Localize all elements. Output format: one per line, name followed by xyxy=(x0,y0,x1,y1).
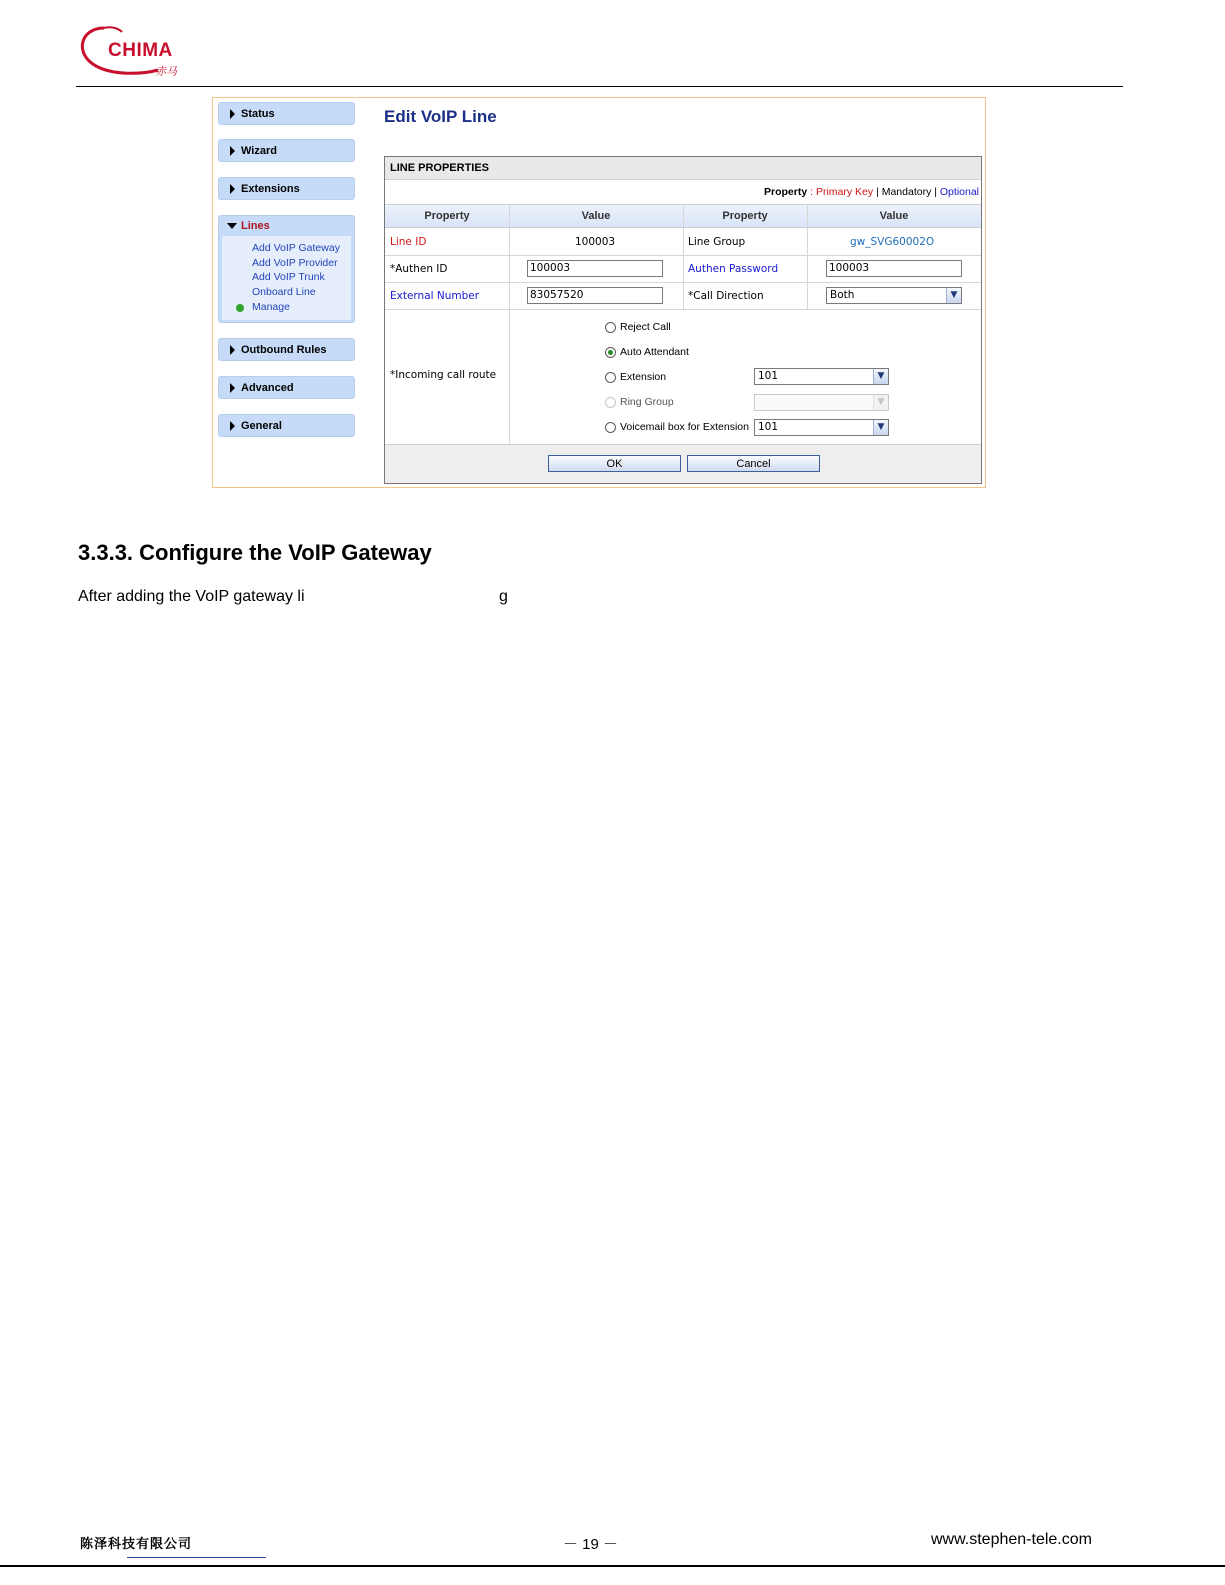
chevron-down-icon[interactable]: ▼ xyxy=(946,288,961,303)
external-number-label: External Number xyxy=(390,290,480,302)
radio-extension[interactable] xyxy=(605,371,666,383)
green-dot-icon xyxy=(236,304,244,312)
chevron-down-icon: ▼ xyxy=(873,395,888,410)
footer-url[interactable]: www.stephen-tele.com xyxy=(931,1531,1092,1548)
grid-line xyxy=(683,204,684,310)
sidebar-item-wizard[interactable] xyxy=(218,139,355,162)
logo-text: CHIMA xyxy=(108,40,173,61)
radio-button[interactable] xyxy=(605,322,616,333)
footer-underline xyxy=(127,1557,266,1558)
line-properties-table xyxy=(384,156,982,484)
form-actions xyxy=(385,444,981,483)
triangle-down-icon xyxy=(227,223,237,229)
line-id-value: 100003 xyxy=(575,236,616,248)
submenu-add-voip-trunk[interactable]: Add VoIP Trunk xyxy=(252,271,325,283)
sidebar-item-extensions[interactable] xyxy=(218,177,355,200)
sidebar-item-label: Wizard xyxy=(241,144,277,157)
authen-password-input[interactable]: 100003 xyxy=(826,260,962,277)
external-number-input[interactable]: 83057520 xyxy=(527,287,663,304)
triangle-right-icon xyxy=(230,383,235,393)
extension-value: 101 xyxy=(758,370,779,382)
page-number: － 19 － xyxy=(563,1536,619,1553)
authen-password-label: Authen Password xyxy=(688,263,779,275)
header-rule xyxy=(76,86,1123,87)
ok-button[interactable]: OK xyxy=(548,455,681,472)
sidebar-item-label: Extensions xyxy=(241,182,300,195)
body-paragraph: After adding the VoIP gateway li xyxy=(78,588,305,605)
column-header-value: Value xyxy=(581,210,611,222)
column-header-value: Value xyxy=(879,210,909,222)
table-row xyxy=(385,310,981,444)
legend-property: Property xyxy=(764,186,808,198)
sidebar-item-outbound-rules[interactable] xyxy=(218,338,355,361)
page-title: Edit VoIP Line xyxy=(384,107,497,126)
footer-rule xyxy=(0,1565,1225,1567)
sidebar-item-label: Lines xyxy=(241,220,270,232)
call-direction-value: Both xyxy=(830,289,855,301)
triangle-right-icon xyxy=(230,184,235,194)
radio-label: Ring Group xyxy=(620,396,674,408)
radio-auto-attendant[interactable] xyxy=(605,346,689,358)
sidebar-item-label: Advanced xyxy=(241,381,294,394)
triangle-right-icon xyxy=(230,109,235,119)
voicemail-value: 101 xyxy=(758,421,779,433)
radio-button-selected[interactable] xyxy=(605,347,616,358)
column-header-property: Property xyxy=(424,210,470,222)
voicemail-select[interactable] xyxy=(754,419,889,436)
sidebar-item-label: General xyxy=(241,419,282,432)
legend-separator: | xyxy=(873,186,882,198)
extension-select[interactable] xyxy=(754,368,889,385)
body-paragraph-fragment: g xyxy=(499,588,508,605)
sidebar-item-status[interactable] xyxy=(218,102,355,125)
authen-id-input[interactable]: 100003 xyxy=(527,260,663,277)
radio-button[interactable] xyxy=(605,372,616,383)
line-group-value[interactable]: gw_SVG60002O xyxy=(850,236,935,248)
screenshot-frame xyxy=(212,97,986,488)
legend-colon: : xyxy=(807,186,816,198)
section-heading: 3.3.3. Configure the VoIP Gateway xyxy=(78,540,432,565)
call-direction-select[interactable] xyxy=(826,287,962,304)
sidebar-item-general[interactable] xyxy=(218,414,355,437)
line-group-label: Line Group xyxy=(688,236,746,248)
legend-primary-key: Primary Key xyxy=(815,186,874,198)
radio-ring-group xyxy=(605,396,674,408)
sidebar-item-label: Status xyxy=(241,107,275,120)
footer-company-name: 陈泽科技有限公司 xyxy=(80,1537,193,1552)
call-direction-label: *Call Direction xyxy=(688,290,764,302)
radio-label: Extension xyxy=(620,371,667,383)
property-legend xyxy=(764,186,979,198)
radio-label: Reject Call xyxy=(620,321,671,333)
incoming-call-route-label: *Incoming call route xyxy=(390,369,497,381)
sidebar-item-lines[interactable] xyxy=(219,216,270,236)
radio-label: Voicemail box for Extension xyxy=(620,421,749,433)
grid-line xyxy=(509,204,510,444)
sidebar-item-advanced[interactable] xyxy=(218,376,355,399)
column-header-property: Property xyxy=(722,210,768,222)
grid-line xyxy=(807,204,808,310)
legend-optional: Optional xyxy=(939,186,979,198)
logo-chinese-text: 赤马 xyxy=(155,65,177,78)
chevron-down-icon[interactable]: ▼ xyxy=(873,420,888,435)
sidebar-item-label: Outbound Rules xyxy=(241,343,327,356)
lines-submenu xyxy=(222,236,351,320)
sidebar-group-lines xyxy=(218,215,355,323)
submenu-add-voip-provider[interactable]: Add VoIP Provider xyxy=(252,257,338,269)
triangle-right-icon xyxy=(230,345,235,355)
radio-reject-call[interactable] xyxy=(605,321,671,333)
submenu-manage[interactable]: Manage xyxy=(252,301,290,313)
line-id-label: Line ID xyxy=(390,236,427,248)
radio-button[interactable] xyxy=(605,422,616,433)
triangle-right-icon xyxy=(230,421,235,431)
chevron-down-icon[interactable]: ▼ xyxy=(873,369,888,384)
radio-button-disabled xyxy=(605,397,616,408)
submenu-onboard-line[interactable]: Onboard Line xyxy=(252,286,316,298)
triangle-right-icon xyxy=(230,146,235,156)
radio-voicemail-box[interactable] xyxy=(605,421,749,433)
authen-id-label: *Authen ID xyxy=(390,263,448,275)
section-header: LINE PROPERTIES xyxy=(385,157,981,180)
legend-mandatory: Mandatory xyxy=(881,186,932,198)
submenu-add-voip-gateway[interactable]: Add VoIP Gateway xyxy=(252,242,340,254)
legend-separator: | xyxy=(931,186,940,198)
cancel-button[interactable]: Cancel xyxy=(687,455,820,472)
ring-group-select xyxy=(754,394,889,411)
radio-label: Auto Attendant xyxy=(620,346,689,358)
